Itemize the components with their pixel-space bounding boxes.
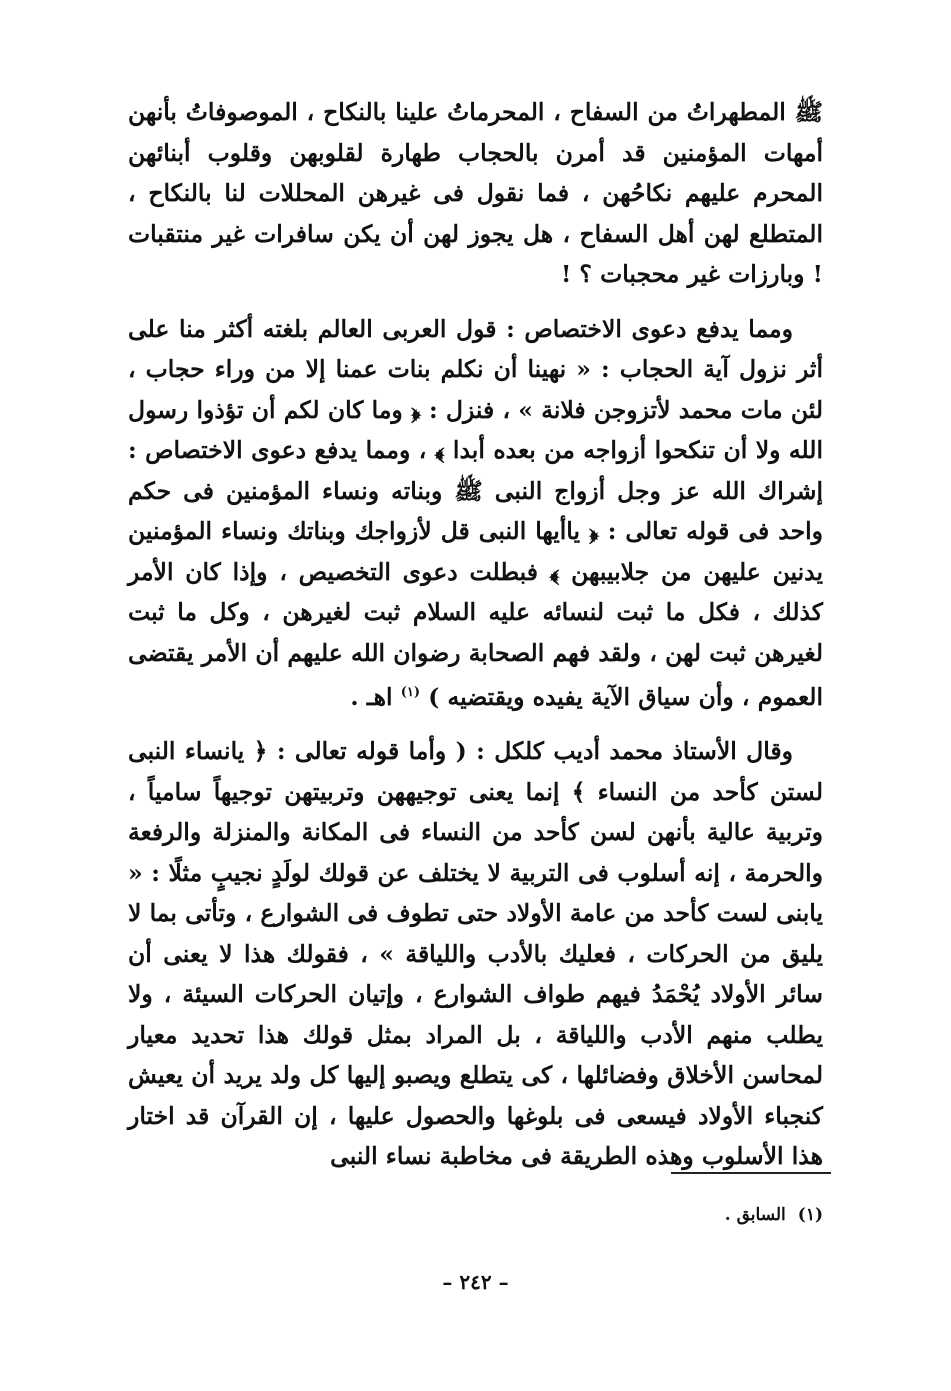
speaker-label: وقال الأستاذ محمد أديب كلكل : xyxy=(476,737,793,766)
footnote-text: السابق . xyxy=(724,1205,786,1225)
paragraph-2-end: اهـ . xyxy=(350,682,401,711)
footnote-ref: (١) xyxy=(400,685,421,700)
paragraph-3 xyxy=(128,731,823,1177)
page-number: – ٢٤٢ – xyxy=(442,1270,509,1294)
paragraph-2-text: ومما يدفع دعوى الاختصاص : قول العربى العالم بلغته أكثر منا على أثر نزول آية الحجاب : « نهينا أن نكلم بنات عمنا إلا من وراء حجاب ، لئن مات محمد لأتزوجن فلانة » ، فنزل : ﴿ وما كان لكم أن تؤذوا رسول الله ولا أن تنكحوا أزواجه من بعده أبدا ﴾ ، ومما يدفع دعوى الاختصاص : إشراك الله عز وجل أزواج النبى ﷺ وبناته ونساء المؤمنين فى حكم واحد فى قوله تعالى : ﴿ ياأيها النبى قل لأزواجك وبناتك ونساء المؤمنين يدنين عليهن من جلابيبهن ﴾ فبطلت دعوى التخصيص ، وإذا كان الأمر كذلك ، فكل ما ثبت لنسائه عليه السلام ثبت لغيرهن ، وكل ما ثبت لغيرهن ثبت لهن ، ولقد فهم الصحابة رضوان الله عليهم أن الأمر يقتضى العموم ، وأن سياق الآية يفيده ويقتضيه ) xyxy=(128,314,823,711)
footnote xyxy=(725,1205,823,1225)
footnote-divider xyxy=(671,1172,831,1174)
paragraph-1: ﷺ المطهراتُ من السفاح ، المحرماتُ علينا بالنكاح ، الموصوفاتُ بأنهن أمهات المؤمنين قد أمرن بالحجاب طهارة لقلوبهن وقلوب أبنائهن المحرم عليهم نكاحُهن ، فما نقول فى غيرهن المحللات لنا بالنكاح ، المتطلع لهن أهل السفاح ، هل يجوز لهن أن يكن سافرات غير منتقبات ! وبارزات غير محجبات ؟ ! xyxy=(128,98,823,288)
footnote-number: (١) xyxy=(797,1205,823,1225)
paragraph-2 xyxy=(128,309,823,718)
paragraph-3-text: ( وأما قوله تعالى : ﴿ يانساء النبى لستن كأحد من النساء ﴾ إنما يعنى توجيههن وتربيتهن توجيهاً سامياً ، وتربية عالية بأنهن لسن كأحد من النساء فى المكانة والمنزلة والرفعة والحرمة ، إنه أسلوب فى التربية لا يختلف عن قولك لولَدٍ نجيبٍ مثلًا : « يابنى لست كأحد من عامة الأولاد حتى تطوف فى الشوارع ، وتأتى بما لا يليق من الحركات ، فعليك بالأدب واللياقة » ، فقولك هذا لا يعنى أن سائر الأولاد يُحْمَدُ فيهم طواف الشوارع ، وإتيان الحركات السيئة ، ولا يطلب منهم الأدب واللياقة ، بل المراد بمثل قولك هذا تحديد معيار لمحاسن الأخلاق وفضائلها ، كى يتطلع ويصبو إليها كل ولد يريد أن يعيش كنجباء الأولاد فيسعى فى بلوغها والحصول عليها ، إن القرآن قد اختار هذا الأسلوب وهذه الطريقة فى مخاطبة نساء النبى xyxy=(128,737,823,1171)
body-text xyxy=(128,92,823,1177)
